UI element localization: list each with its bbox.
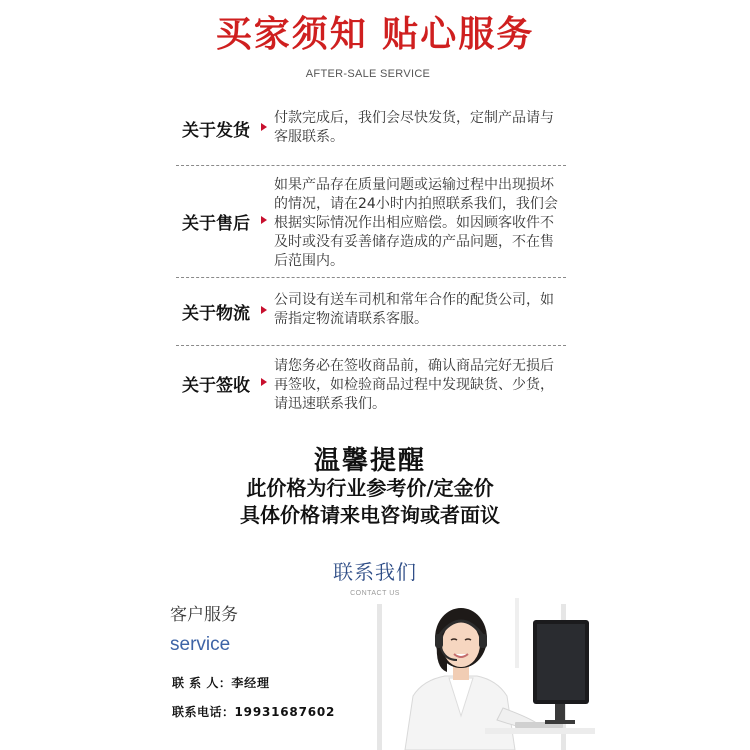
faq-divider (176, 345, 566, 346)
contact-phone-number[interactable]: 19931687602 (234, 705, 336, 719)
arrow-right-icon (261, 216, 267, 224)
faq-text: 公司设有送车司机和常年合作的配货公司，如需指定物流请联系客服。 (274, 292, 554, 327)
faq-receipt (176, 356, 566, 418)
page-title: 买家须知 贴心服务 (215, 14, 535, 55)
page-subtitle: AFTER-SALE SERVICE (305, 68, 431, 80)
contact-person-name: 李经理 (231, 676, 270, 690)
arrow-right-icon (261, 378, 267, 386)
faq-divider (176, 277, 566, 278)
customer-service-illustration (365, 598, 595, 750)
reminder-line-price: 此价格为行业参考价/定金价 (246, 476, 494, 500)
faq-text: 请您务必在签收商品前，确认商品完好无损后再签收，如检验商品过程中发现缺货、少货，请迅速联系我们。 (274, 358, 554, 412)
reminder-title: 温馨提醒 (313, 446, 426, 476)
arrow-right-icon (261, 306, 267, 314)
customer-service-heading: 客户服务 (170, 605, 238, 625)
faq-text: 付款完成后，我们会尽快发货，定制产品请与客服联系。 (274, 110, 554, 145)
contact-phone-label: 联系电话： (172, 705, 235, 719)
faq-label: 关于签收 (182, 376, 250, 396)
contact-person-label: 联 系 人： (172, 676, 232, 690)
faq-shipping (176, 106, 566, 156)
faq-label: 关于发货 (182, 121, 250, 141)
contact-subtitle: CONTACT US (350, 590, 400, 597)
customer-service-photo (365, 598, 595, 750)
contact-phone-row (172, 703, 335, 720)
contact-title: 联系我们 (333, 560, 417, 584)
faq-after-sale (176, 176, 566, 276)
faq-label: 关于售后 (182, 214, 250, 234)
faq-label: 关于物流 (182, 304, 250, 324)
faq-divider (176, 165, 566, 166)
arrow-right-icon (261, 123, 267, 131)
contact-person-row (172, 674, 270, 691)
service-label: service (170, 634, 231, 655)
faq-logistics (176, 287, 566, 337)
faq-text: 如果产品存在质量问题或运输过程中出现损坏的情况，请在24小时内拍照联系我们，我们会根据实际情况作出相应赔偿。如因顾客收件不及时或没有妥善储存造成的产品问题，不在售后范围内。 (274, 177, 558, 269)
reminder-line-consult: 具体价格请来电咨询或者面议 (240, 503, 500, 527)
